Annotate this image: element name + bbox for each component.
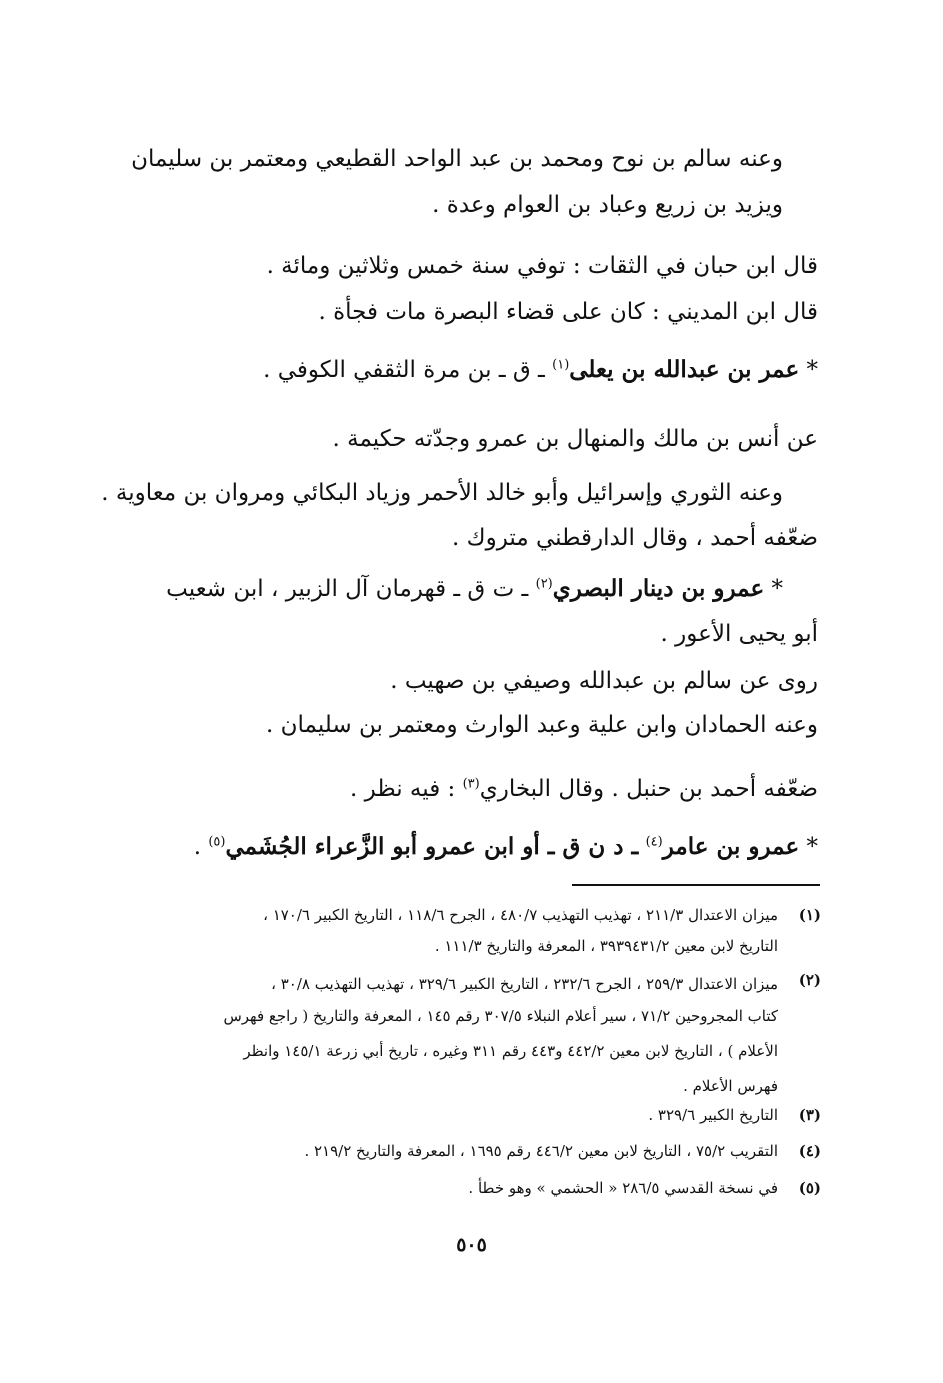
text-line: وعنه الحمادان وابن علية وعبد الوارث ومعتمر بن سليمان .: [266, 712, 818, 738]
entry-star: *: [806, 834, 818, 860]
footnote-separator: [572, 884, 820, 886]
footnote-line: التقريب ٧٥/٢ ، التاريخ لابن معين ٤٤٦/٢ رقم ١٦٩٥ ، المعرفة والتاريخ ٢١٩/٢ .: [304, 1142, 778, 1160]
footnote-ref: (٤): [645, 834, 663, 850]
entry-details: ـ ت ق ـ قهرمان آل الزبير ، ابن شعيب: [166, 576, 529, 602]
entry-star: *: [771, 576, 783, 602]
footnote-number: (٣): [798, 1106, 821, 1124]
footnote-line: التاريخ لابن معين ٣٩٣٩٤٣١/٢ ، المعرفة والتاريخ ١١١/٣ .: [434, 937, 778, 955]
text-line: ويزيد بن زريع وعباد بن العوام وعدة .: [432, 192, 783, 218]
entry-codes: ـ د ن ق ـ: [539, 833, 639, 860]
text-line: وعنه الثوري وإسرائيل وأبو خالد الأحمر وزياد البكائي ومروان بن معاوية .: [101, 480, 783, 506]
entry-end: .: [193, 834, 202, 860]
text-part: ضعّفه أحمد بن حنبل . وقال البخاري: [479, 776, 818, 802]
footnote-line: ميزان الاعتدال ٢٥٩/٣ ، الجرح ٢٣٢/٦ ، التاريخ الكبير ٣٢٩/٦ ، تهذيب التهذيب ٣٠/٨ ،: [271, 975, 778, 993]
footnote-line: في نسخة القدسي ٢٨٦/٥ « الحشمي » وهو خطأ .: [468, 1179, 778, 1197]
entry-heading: [166, 572, 783, 606]
footnote-ref: (٣): [462, 776, 480, 792]
entry-heading: [194, 830, 818, 864]
footnote-ref: (٢): [535, 576, 553, 592]
entry-heading: [263, 353, 818, 387]
footnote-line: ميزان الاعتدال ٢١١/٣ ، تهذيب التهذيب ٤٨٠/٧ ، الجرح ١١٨/٦ ، التاريخ الكبير ١٧٠/٦ ،: [263, 906, 778, 924]
entry-star: *: [806, 357, 818, 383]
text-part: : فيه نظر .: [350, 776, 463, 802]
text-line: ضعّفه أحمد ، وقال الدارقطني متروك .: [452, 525, 818, 551]
footnote-ref: (٥): [208, 834, 226, 850]
text-line: عن أنس بن مالك والمنهال بن عمرو وجدّته حكيمة .: [332, 426, 818, 452]
footnote-ref: (١): [552, 357, 570, 373]
entry-name: عمرو بن دينار البصري: [552, 575, 765, 602]
page-number: ٥٠٥: [456, 1234, 487, 1256]
footnote-line: الأعلام ) ، التاريخ لابن معين ٤٤٢/٢ و٤٤٣ رقم ٣١١ وغيره ، تاريخ أبي زرعة ١٤٥/١ وانظر: [243, 1042, 778, 1060]
footnote-number: (٤): [798, 1142, 821, 1160]
entry-name: عمرو بن عامر: [662, 833, 800, 860]
text-line: قال ابن المديني : كان على قضاء البصرة مات فجأة .: [318, 299, 818, 325]
text-line: [350, 772, 818, 806]
text-line: روى عن سالم بن عبدالله وصيفي بن صهيب .: [390, 668, 818, 694]
footnote-number: (٥): [798, 1179, 821, 1197]
footnote-line: كتاب المجروحين ٧١/٢ ، سير أعلام النبلاء ٣٠٧/٥ رقم ١٤٥ ، المعرفة والتاريخ ( راجع فهرس: [223, 1007, 778, 1025]
entry-details: ـ ق ـ بن مرة الثقفي الكوفي .: [263, 357, 545, 383]
footnote-line: التاريخ الكبير ٣٢٩/٦ .: [648, 1106, 778, 1124]
footnote-number: (١): [798, 906, 821, 924]
text-line: أبو يحيى الأعور .: [660, 621, 818, 647]
footnote-line: فهرس الأعلام .: [683, 1077, 778, 1095]
footnote-number: (٢): [798, 971, 821, 989]
text-line: قال ابن حبان في الثقات : توفي سنة خمس وثلاثين ومائة .: [266, 253, 818, 279]
entry-name: عمر بن عبدالله بن يعلى: [569, 356, 800, 383]
text-line: وعنه سالم بن نوح ومحمد بن عبد الواحد القطيعي ومعتمر بن سليمان: [131, 146, 783, 172]
entry-details: أو ابن عمرو أبو الزَّعراء الجُشَمي: [225, 833, 540, 860]
